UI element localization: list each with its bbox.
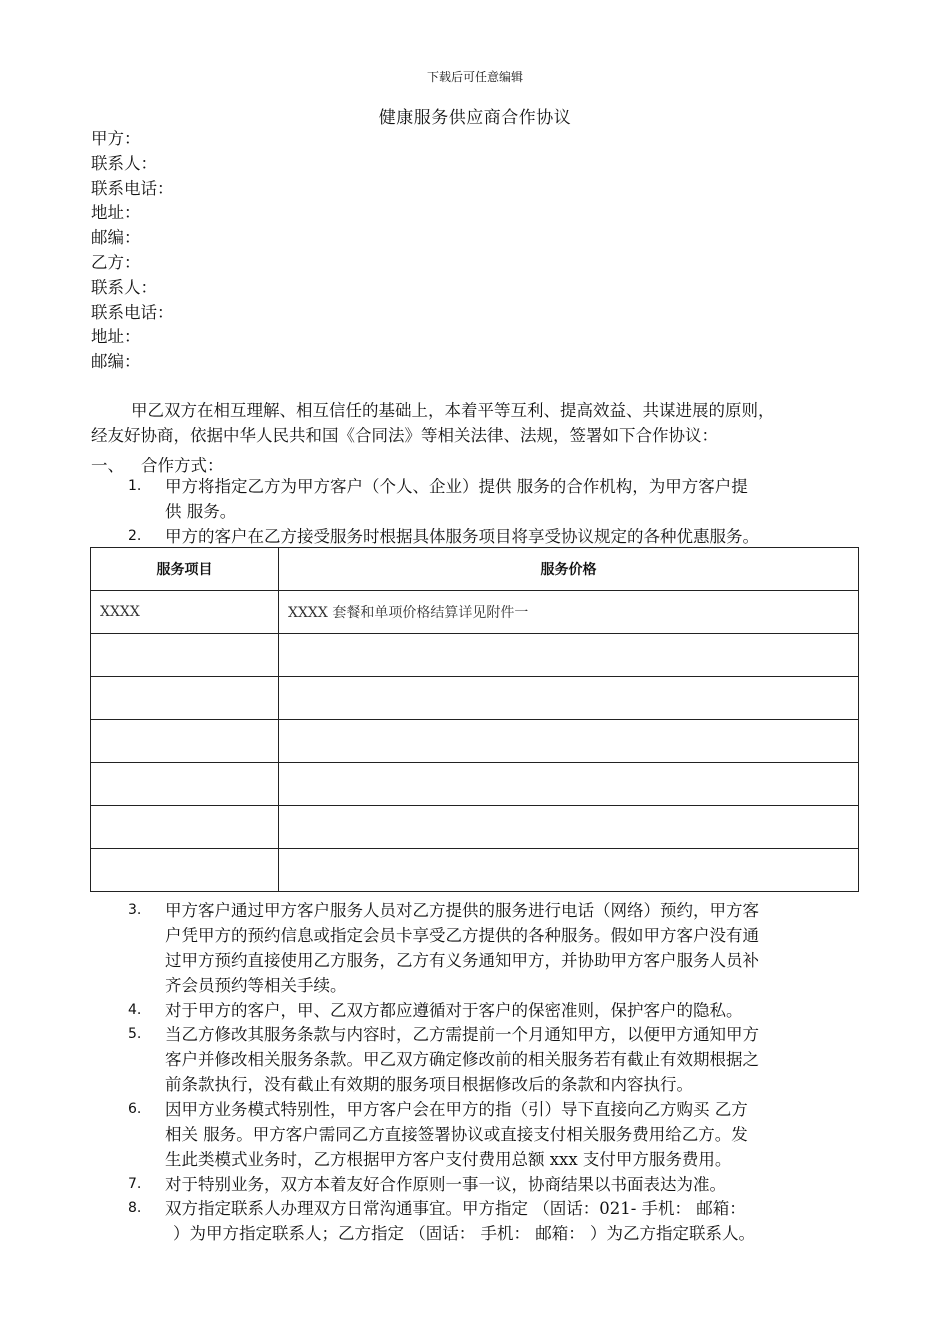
clause-line: 相关 服务。甲方客户需同乙方直接签署协议或直接支付相关服务费用给乙方。发: [165, 1125, 748, 1144]
clause-line: 因甲方业务模式特别性，甲方客户会在甲方的指（引）导下直接向乙方购买 乙方: [165, 1100, 748, 1119]
clause-line: 过甲方预约直接使用乙方服务，乙方有义务通知甲方，并协助甲方客户服务人员补: [165, 951, 759, 970]
clause-3: [128, 898, 868, 998]
cell-service-item: [91, 849, 279, 892]
table-row: [91, 677, 859, 720]
cell-service-item: [91, 720, 279, 763]
section-1-number: 一、: [91, 456, 124, 475]
clause-2: [128, 524, 868, 549]
party-b-phone-label: 联系电话：: [91, 302, 174, 322]
clause-1: [128, 474, 868, 524]
party-fields: [91, 127, 174, 375]
clause-line: 户凭甲方的预约信息或指定会员卡享受乙方提供的各种服务。假如甲方客户没有通: [165, 926, 759, 945]
table-row: [91, 763, 859, 806]
clause-line: 当乙方修改其服务条款与内容时，乙方需提前一个月通知甲方，以便甲方通知甲方: [165, 1025, 759, 1044]
party-b-address-label: 地址：: [91, 327, 141, 347]
clause-line: 对于甲方的客户，甲、乙双方都应遵循对于客户的保密准则，保护客户的隐私。: [165, 1001, 743, 1020]
cell-service-price: XXXX 套餐和单项价格结算详见附件一: [279, 591, 859, 634]
clause-number: 4.: [128, 1002, 142, 1018]
party-a-label: 甲方：: [91, 129, 141, 148]
clause-line: 生此类模式业务时，乙方根据甲方客户支付费用总额 xxx 支付甲方服务费用。: [165, 1150, 732, 1169]
cell-service-price: [279, 720, 859, 763]
clause-line: 齐会员预约等相关手续。: [165, 976, 347, 995]
header-note: 下载后可任意编辑: [426, 70, 523, 84]
cell-service-item: [91, 677, 279, 720]
table-row: [91, 634, 859, 677]
clause-line: 甲方客户通过甲方客户服务人员对乙方提供的服务进行电话（网络）预约，甲方客: [165, 901, 759, 920]
clause-number: 5.: [128, 1026, 142, 1042]
table-row: [91, 720, 859, 763]
section-1-title: 合作方式：: [141, 456, 224, 475]
header-service-item: 服务项目: [91, 548, 279, 591]
section-1-heading: [91, 452, 224, 476]
party-a-postcode-label: 邮编：: [91, 228, 141, 248]
cell-service-item: [91, 763, 279, 806]
clause-line: 对于特别业务，双方本着友好合作原则一事一议，协商结果以书面表达为准。: [165, 1175, 726, 1194]
clause-line: 甲方的客户在乙方接受服务时根据具体服务项目将享受协议规定的各种优惠服务。: [165, 527, 759, 546]
intro-line-1: 甲乙双方在相互理解、相互信任的基础上，本着平等互利、提高效益、共谋进展的原则，: [131, 401, 775, 420]
party-a-contact-label: 联系人：: [91, 153, 157, 173]
clause-5: [128, 1022, 868, 1097]
header-service-price: 服务价格: [279, 548, 859, 591]
party-a-address-label: 地址：: [91, 203, 141, 223]
cell-service-price: [279, 849, 859, 892]
intro-line-2: 经友好协商，依据中华人民共和国《合同法》等相关法律、法规，签署如下合作协议：: [91, 426, 718, 445]
party-b-postcode-label: 邮编：: [91, 352, 141, 372]
clause-number: 6.: [128, 1101, 142, 1117]
cell-service-price: [279, 806, 859, 849]
party-b-contact-label: 联系人：: [91, 277, 157, 297]
cell-service-item: [91, 634, 279, 677]
clause-number: 7.: [128, 1176, 142, 1192]
clause-number: 8.: [128, 1200, 142, 1216]
table-header-row: [91, 548, 859, 591]
cell-service-item: [91, 806, 279, 849]
clause-4: [128, 998, 868, 1023]
clause-number: 1.: [128, 478, 142, 494]
clause-line: ）为甲方指定联系人；乙方指定 （固话： 手机： 邮箱： ）为乙方指定联系人。: [173, 1224, 755, 1243]
clause-number: 3.: [128, 902, 142, 918]
document-title: 健康服务供应商合作协议: [378, 108, 572, 128]
clause-6: [128, 1097, 868, 1172]
cell-service-price: [279, 677, 859, 720]
party-b-label: 乙方：: [91, 252, 141, 272]
table-row: [91, 806, 859, 849]
clause-line: 甲方将指定乙方为甲方客户（个人、企业）提供 服务的合作机构，为甲方客户提: [165, 477, 748, 496]
clause-7: [128, 1172, 868, 1197]
intro-paragraph: [91, 398, 871, 448]
clause-line: 双方指定联系人办理双方日常沟通事宜。甲方指定 （固话：021- 手机： 邮箱：: [165, 1199, 746, 1218]
service-table: [90, 547, 859, 892]
cell-service-price: [279, 763, 859, 806]
clause-line: 前条款执行，没有截止有效期的服务项目根据修改后的条款和内容执行。: [165, 1075, 693, 1094]
table-row: [91, 849, 859, 892]
clause-line: 供 服务。: [165, 502, 237, 521]
cell-service-price: [279, 634, 859, 677]
party-a-phone-label: 联系电话：: [91, 178, 174, 198]
table-row: [91, 591, 859, 634]
clause-line: 客户并修改相关服务条款。甲乙双方确定修改前的相关服务若有截止有效期根据之: [165, 1050, 759, 1069]
clause-8: [128, 1196, 868, 1246]
cell-service-item: XXXX: [91, 591, 279, 634]
clause-number: 2.: [128, 528, 142, 544]
